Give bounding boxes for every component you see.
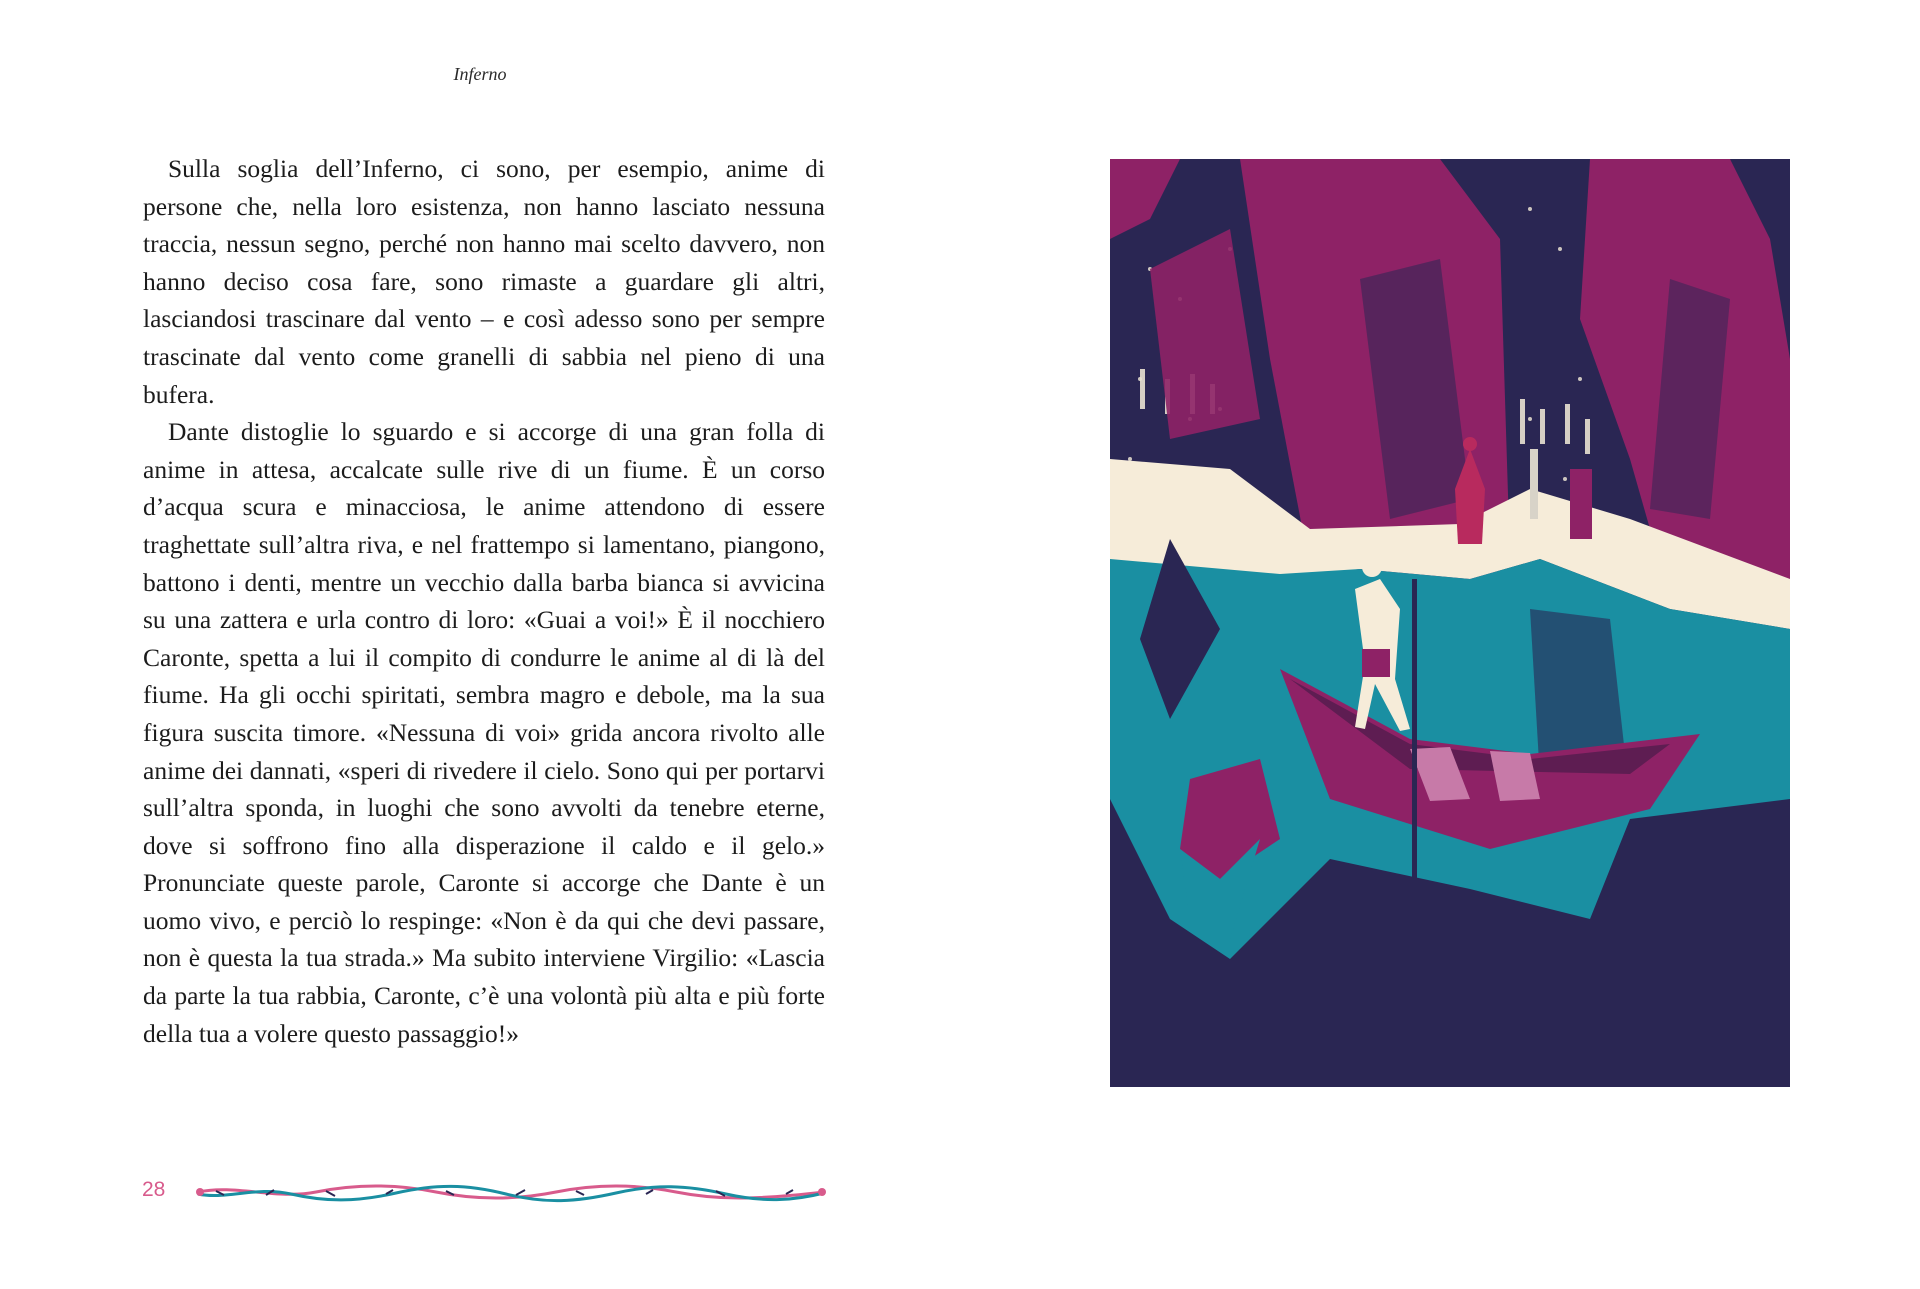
paragraph-1: Sulla soglia dell’Inferno, ci sono, per esempio, anime di persone che, nella loro esistenza, non hanno lasciato nessuna traccia, nessun segno, perché non hanno mai scelto davvero, non hanno deciso cosa fare, sono rimaste a guardare gli altri, lasciandosi trascinare dal vento – e così adesso sono per sempre trascinate dal vento come granelli di sabbia nel pieno di una bufera. (143, 154, 825, 409)
body-text (143, 150, 825, 1052)
page-number: 28 (142, 1178, 166, 1201)
running-head: Inferno (453, 64, 507, 84)
charon-boat-illustration (1110, 159, 1790, 1087)
decorative-rope-ornament (196, 1180, 826, 1206)
paragraph-2: Dante distoglie lo sguardo e si accorge di una gran folla di anime in attesa, accalcate sulle rive di un fiume. È un corso d’acqua scura e minacciosa, le anime attendono di essere traghettate sull’altra riva, e nel frattempo si lamentano, piangono, battono i denti, mentre un vecchio dalla barba bianca si avvicina su una zattera e urla contro di loro: «Guai a voi!» È il nocchiero Caronte, spetta a lui il compito di condurre le anime al di là del fiume. Ha gli occhi spiritati, sembra magro e debole, ma la sua figura suscita timore. «Nessuna di voi» grida ancora rivolto alle anime dei dannati, «speri di rivedere il cielo. Sono qui per portarvi sull’altra sponda, in luoghi che sono avvolti da tenebre eterne, dove si soffrono fino alla disperazione il caldo e il gelo.» Pronunciate queste parole, Caronte si accorge che Dante è un uomo vivo, e perciò lo respinge: «Non è da qui che devi passare, non è questa la tua strada.» Ma subito interviene Virgilio: «Lascia da parte la tua rabbia, Caronte, c’è una volontà più alta e più forte della tua a volere questo passaggio!» (143, 417, 825, 1048)
